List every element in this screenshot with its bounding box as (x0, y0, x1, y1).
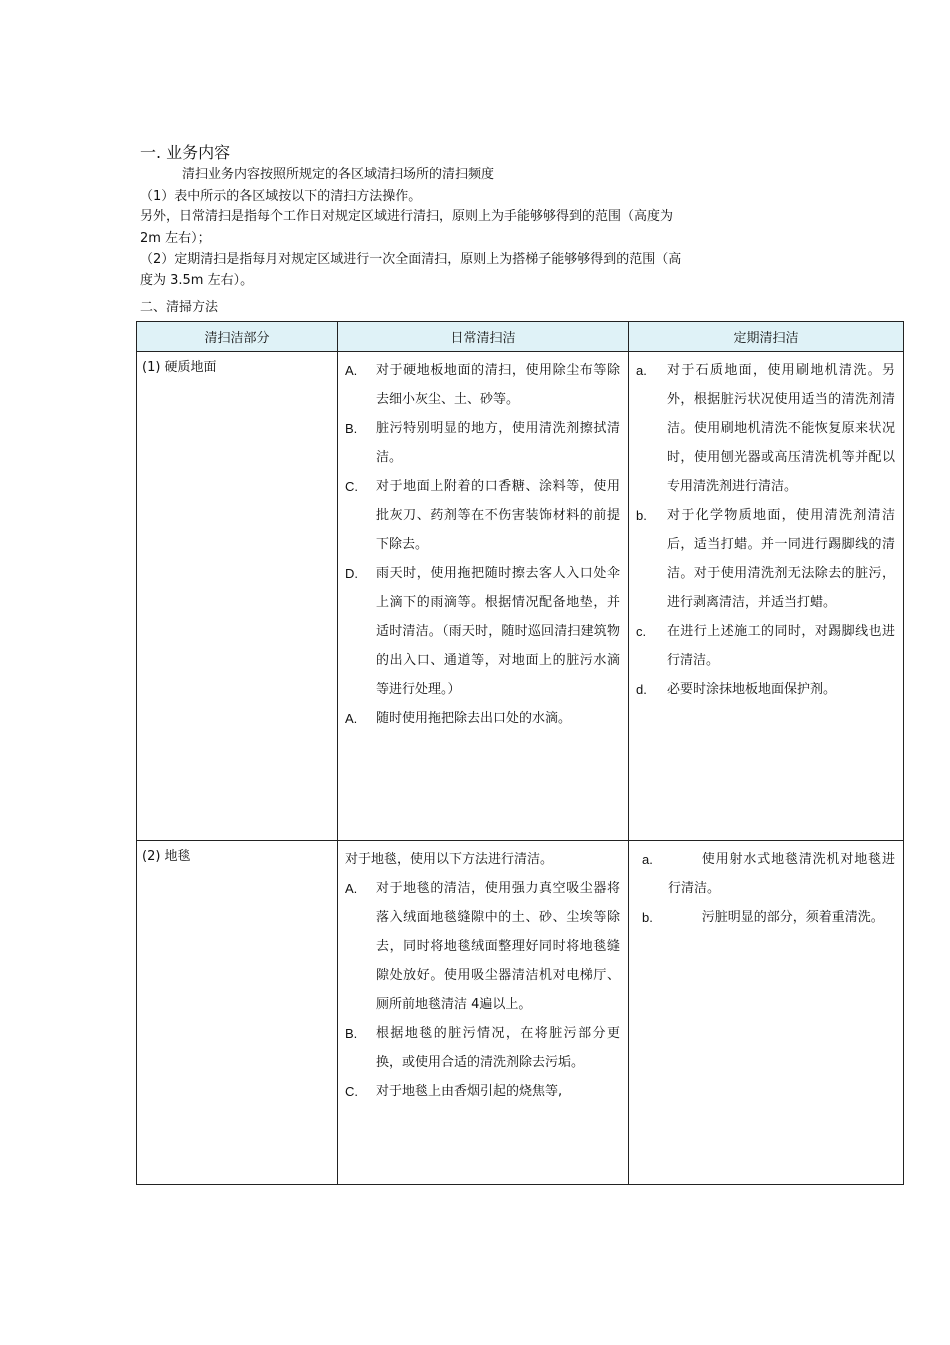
list-item (345, 356, 620, 414)
list-item (345, 472, 620, 559)
header-area: 清扫洁部分 (137, 322, 338, 352)
table-row (137, 841, 904, 1185)
item-text: 对于地毯上由香烟引起的烧焦等, (376, 1084, 563, 1099)
area-cell (137, 352, 338, 841)
item-text: 随时使用拖把除去出口处的水滴。 (376, 711, 572, 726)
item-marker: B. (345, 1026, 358, 1041)
list-item (345, 414, 620, 472)
item-marker: C. (345, 1084, 358, 1099)
item-text: 使用射水式地毯清洗机对地毯进行清洁。 (668, 852, 895, 896)
item-marker: b. (642, 910, 653, 925)
list-item (636, 356, 895, 501)
list-item (636, 845, 895, 903)
list-item (636, 501, 895, 617)
item-text: 对于地面上附着的口香糖、涂料等，使用批灰刀、药剂等在不伤害装饰材料的前提下除去。 (376, 479, 620, 552)
list-item (345, 874, 620, 1019)
table-header-row (137, 322, 904, 352)
item-text: 在进行上述施工的同时，对踢脚线也进行清洁。 (667, 624, 895, 668)
daily-cell (338, 841, 629, 1185)
item-text: 脏污特别明显的地方，使用清洗剂擦拭清洁。 (376, 421, 620, 465)
list-item (636, 675, 895, 704)
header-daily: 日常清扫洁 (338, 322, 629, 352)
item-marker: a. (642, 852, 653, 867)
table-row (137, 352, 904, 841)
item-text: 必要时涂抹地板地面保护剂。 (667, 682, 837, 697)
item-text: 对于石质地面，使用刷地机清洗。另外，根据脏污状况使用适当的清洗剂清洁。使用刷地机清洗不能恢复原来状况时，使用刨光器或高压清洗机等并配以专用清洗剂进行清洁。 (667, 363, 895, 494)
header-periodic: 定期清扫洁 (629, 322, 904, 352)
item-marker: A. (345, 881, 358, 896)
section1-heading: 一. 业务内容 (140, 143, 231, 162)
cleaning-method-table (136, 321, 904, 1185)
item-marker: c. (636, 624, 647, 639)
item-marker: b. (636, 508, 647, 523)
section2-heading: 二、清掃方法 (140, 300, 219, 315)
periodic-cell (629, 841, 904, 1185)
item-text: 对于硬地板地面的清扫，使用除尘布等除去细小灰尘、土、砂等。 (376, 363, 620, 407)
paragraph-line: 2m 左右）； (140, 231, 211, 246)
list-item (345, 1077, 620, 1106)
area-label: (1) 硬质地面 (142, 360, 217, 375)
item-text: 根据地毯的脏污情况，在将脏污部分更换，或使用合适的清洗剂除去污垢。 (376, 1026, 620, 1070)
item-marker: A. (345, 711, 358, 726)
paragraph-line: 另外，日常清扫是指每个工作日对规定区域进行清扫，原则上为手能够够得到的范围（高度为 (140, 209, 674, 224)
list-item (636, 617, 895, 675)
item-marker: a. (636, 363, 647, 378)
item-marker: B. (345, 421, 358, 436)
item-text: 污脏明显的部分，须着重清洗。 (701, 910, 884, 925)
item-marker: A. (345, 363, 358, 378)
list-item (345, 1019, 620, 1077)
item-marker: D. (345, 566, 358, 581)
area-cell (137, 841, 338, 1185)
item-marker: d. (636, 682, 647, 697)
list-item (636, 903, 895, 932)
item-text: 雨天时，使用拖把随时擦去客人入口处伞上滴下的雨滴等。根据情况配备地垫，并适时清洁。（雨天时，随时巡回清扫建筑物的出入口、通道等，对地面上的脏污水滴等进行处理。） (376, 566, 620, 697)
paragraph-line: （2）定期清扫是指每月对规定区域进行一次全面清扫，原则上为搭梯子能够够得到的范围（高 (140, 252, 682, 267)
periodic-cell (629, 352, 904, 841)
daily-cell (338, 352, 629, 841)
paragraph-line: （1）表中所示的各区域按以下的清扫方法操作。 (140, 189, 422, 204)
item-text: 对于地毯的清洁，使用强力真空吸尘器将落入绒面地毯缝隙中的土、砂、尘埃等除去，同时将地毯绒面整理好同时将地毯缝隙处放好。使用吸尘器清洁机对电梯厅、厕所前地毯清洁 4遍以上。 (376, 881, 620, 1012)
area-label: (2) 地毯 (142, 849, 191, 864)
item-text: 对于化学物质地面，使用清洗剂清洁后，适当打蜡。并一同进行踢脚线的清洁。对于使用清洗剂无法除去的脏污，进行剥离清洁，并适当打蜡。 (667, 508, 895, 610)
item-marker: C. (345, 479, 358, 494)
paragraph-line: 度为 3.5m 左右）。 (140, 273, 254, 288)
daily-intro: 对于地毯，使用以下方法进行清洁。 (345, 852, 554, 867)
list-item (345, 704, 620, 733)
list-item (345, 559, 620, 704)
intro-text: 清扫业务内容按照所规定的各区域清扫场所的清扫频度 (182, 167, 495, 182)
